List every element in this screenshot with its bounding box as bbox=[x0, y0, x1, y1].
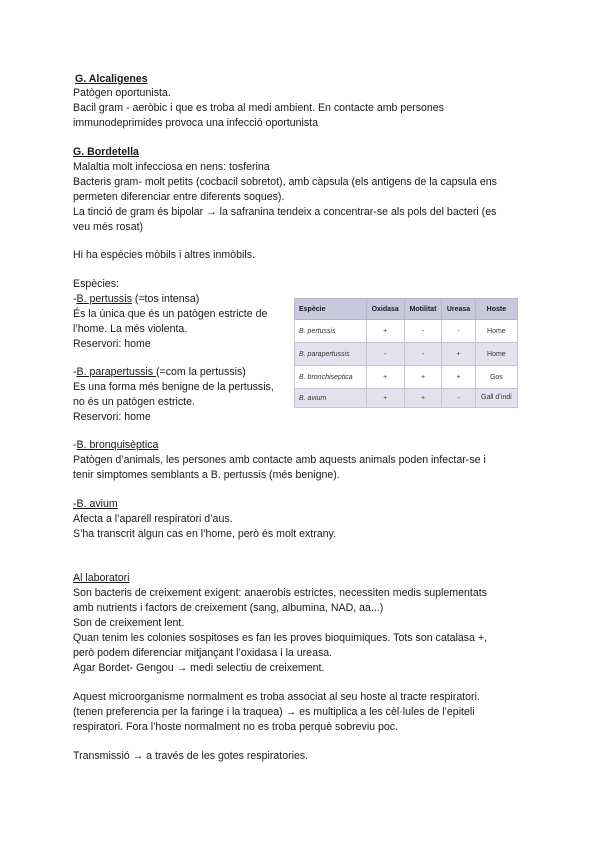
text-line: respiratori. Fora l’hoste normalment no es troba perquè sobreviu poc. bbox=[73, 721, 399, 733]
table-cell: B. parapertussis bbox=[295, 343, 367, 366]
species-bronquiseptica-title: -B. bronquisèptica bbox=[73, 439, 159, 451]
table-row bbox=[295, 366, 518, 389]
text-line: veu més rosat) bbox=[73, 221, 144, 233]
text-line: Agar Bordet- Gengou → medi selectiu de creixement. bbox=[73, 662, 325, 674]
table-cell: B. bronchiseptica bbox=[295, 366, 367, 389]
species-parapertussis-title: -B. parapertussis (=com la pertussis) bbox=[73, 366, 246, 378]
text-line: (tenen preferencia per la faringe i la traquea) → es multiplica a les cèl·lules de l’epiteli bbox=[73, 706, 475, 718]
text-line: S’ha transcrit algun cas en l’home, però és molt extrany. bbox=[73, 528, 337, 540]
table-header: Ureasa bbox=[442, 299, 475, 320]
species-table bbox=[294, 298, 518, 408]
table-cell: - bbox=[366, 343, 404, 366]
table-row bbox=[295, 320, 518, 343]
text-line: permeten diferenciar entre diferents soques). bbox=[73, 191, 285, 203]
species-avium-title: -B. avium bbox=[73, 498, 118, 510]
table-header: Oxidasa bbox=[366, 299, 404, 320]
table-cell: + bbox=[442, 366, 475, 389]
text-line: amb nutrients i factors de creixement (sang, albumina, NAD, aa...) bbox=[73, 602, 384, 614]
text-line: És la única que és un patògen estricte de bbox=[73, 308, 268, 320]
heading-laboratori: Al laboratori bbox=[73, 572, 130, 584]
text-line: però podem diferenciar mitjançant l’oxidasa i la ureasa. bbox=[73, 647, 333, 659]
text-line: Reservori: home bbox=[73, 338, 151, 350]
table-cell: Home bbox=[475, 320, 517, 343]
table-cell: + bbox=[442, 343, 475, 366]
text-line: Es una forma més benigne de la pertussis, bbox=[73, 381, 274, 393]
table-cell: Gall d’indi bbox=[475, 389, 517, 408]
table-cell: - bbox=[442, 320, 475, 343]
text-line: Hi ha espècies mòbils i altres inmòbils. bbox=[73, 249, 255, 261]
text-line: Transmissió → a través de les gotes respiratories. bbox=[73, 750, 309, 762]
text-line: Patògen oportunista. bbox=[73, 87, 171, 99]
table-cell: - bbox=[442, 389, 475, 408]
table-cell: + bbox=[404, 366, 442, 389]
heading-alcaligenes: G. Alcaligenes bbox=[75, 73, 148, 85]
text-line: Patògen d’animals, les persones amb contacte amb aquests animals poden infectar-se i bbox=[73, 454, 486, 466]
table-header-row bbox=[295, 299, 518, 320]
text-line: no és un patògen estricte. bbox=[73, 396, 195, 408]
text-line: Son bacteris de creixement exigent: anaerobis estrictes, necessiten medis suplementats bbox=[73, 587, 487, 599]
table-cell: + bbox=[366, 366, 404, 389]
text-line: Bacil gram - aeròbic i que es troba al medi ambient. En contacte amb persones bbox=[73, 102, 444, 114]
text-line: tenir simptomes semblants a B. pertussis (més benigne). bbox=[73, 469, 340, 481]
text-line: Reservori: home bbox=[73, 411, 151, 423]
table-cell: B. pertussis bbox=[295, 320, 367, 343]
heading-bordetella: G. Bordetella bbox=[73, 146, 139, 158]
table-cell: Gos bbox=[475, 366, 517, 389]
text-line: l’home. La més violenta. bbox=[73, 323, 188, 335]
text-line: Bacteris gram- molt petits (cocbacil sobretot), amb càpsula (els antigens de la capsula ens bbox=[73, 176, 497, 188]
text-line: La tinció de gram és bipolar → la safranina tendeix a concentrar-se als pols del bacteri (es bbox=[73, 206, 497, 218]
text-line: Quan tenim les colonies sospitoses es fan les proves bioquimiques. Tots son catalasa +, bbox=[73, 632, 488, 644]
table-cell: Home bbox=[475, 343, 517, 366]
table-cell: + bbox=[366, 320, 404, 343]
species-label: Espècies: bbox=[73, 278, 119, 290]
text-line: Afecta a l’aparell respiratori d’aus. bbox=[73, 513, 233, 525]
table-header: Espècie bbox=[295, 299, 367, 320]
table-row bbox=[295, 389, 518, 408]
table-row bbox=[295, 343, 518, 366]
table-cell: + bbox=[366, 389, 404, 408]
table-cell: + bbox=[404, 389, 442, 408]
text-line: Malaltia molt infecciosa en nens: tosferina bbox=[73, 161, 270, 173]
table-header: Hoste bbox=[475, 299, 517, 320]
species-pertussis-title: -B. pertussis (=tos intensa) bbox=[73, 293, 200, 305]
text-line: Son de creixement lent. bbox=[73, 617, 185, 629]
table-cell: - bbox=[404, 320, 442, 343]
table-header: Motilitat bbox=[404, 299, 442, 320]
table-cell: - bbox=[404, 343, 442, 366]
table-cell: B. avium bbox=[295, 389, 367, 408]
text-line: immunodeprimides provoca una infecció oportunista bbox=[73, 117, 318, 129]
text-line: Aquest microorganisme normalment es troba associat al seu hoste al tracte respiratori. bbox=[73, 691, 480, 703]
